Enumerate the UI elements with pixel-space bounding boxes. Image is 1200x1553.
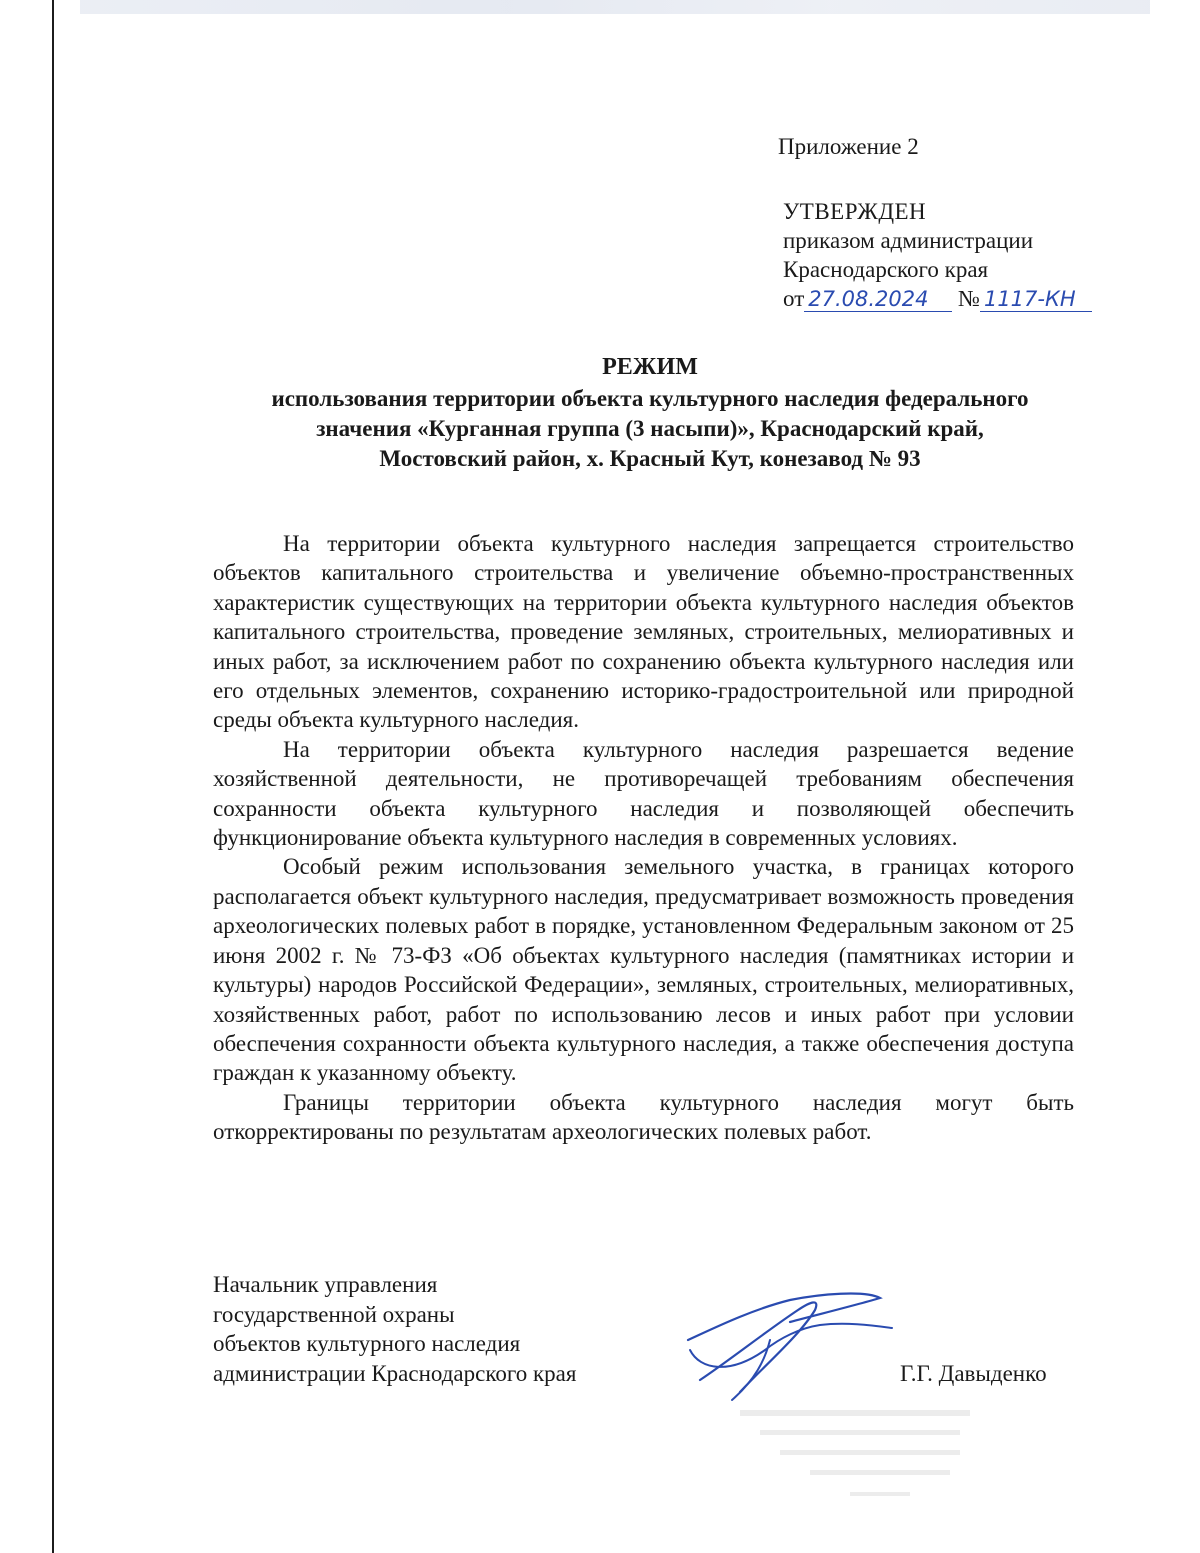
paragraph-1: На территории объекта культурного наследия запрещается строительство объектов капитального строительства и увеличение объемно-пространственных характеристик существующих на территории объекта культурного наследия объектов капитального строительства, проведение земляных, строительных, мелиоративных и иных работ, за исключением работ по сохранению объекта культурного наследия или его отдельных элементов, сохранению историко-градостроительной или природной среды объекта культурного наследия. [213, 531, 1074, 733]
position-line-4: администрации Краснодарского края [213, 1360, 577, 1386]
title-main: РЕЖИМ [602, 354, 698, 380]
appendix-label: Приложение 2 [778, 134, 919, 159]
scan-bleed-through [80, 0, 1150, 14]
paragraph-4: Границы территории объекта культурного наследия могут быть откорректированы по результатам археологических полевых работ. [213, 1089, 1074, 1145]
number-prefix: № [958, 286, 980, 311]
page-scan-edge [52, 0, 54, 1553]
position-line-3: объектов культурного наследия [213, 1331, 521, 1356]
approved-by-line-2: Краснодарского края [783, 257, 989, 282]
approved-by-line-1: приказом администрации [783, 228, 1034, 253]
document-title [200, 352, 1100, 474]
position-line-1: Начальник управления [213, 1272, 438, 1297]
paragraph-2: На территории объекта культурного наследия разрешается ведение хозяйственной деятельности, не противоречащей требованиям обеспечения сохранности объекта культурного наследия и позволяющей обеспечить функционирование объекта культурного наследия в современных условиях. [213, 736, 1074, 851]
faint-stamp-imprint [720, 1400, 1020, 1510]
title-line-2: значения «Курганная группа (3 насыпи)», Краснодарский край, [316, 416, 984, 441]
handwritten-date: 27.08.2024 [804, 287, 952, 312]
handwritten-signature [670, 1280, 900, 1410]
position-line-2: государственной охраны [213, 1301, 455, 1327]
signatory-name: Г.Г. Давыденко [900, 1361, 1047, 1386]
paragraph-3: Особый режим использования земельного участка, в границах которого располагается объект культурного наследия, предусматривает возможность проведения археологических полевых работ в порядке, установленном Федеральным законом от 25 июня 2002 г. № 73-ФЗ «Об объектах культурного наследия (памятниках истории и культуры) народов Российской Федерации», земляных, строительных, мелиоративных, хозяйственных работ, работ по использованию лесов и иных работ при условии обеспечения сохранности объекта культурного наследия, а также обеспечения доступа граждан к указанному объекту. [213, 854, 1074, 1086]
approval-block [783, 197, 1092, 313]
signatory-position [213, 1270, 576, 1388]
approved-label: УТВЕРЖДЕН [783, 199, 927, 224]
title-line-1: использования территории объекта культурного наследия федерального [271, 386, 1029, 411]
handwritten-number: 1117-КН [980, 287, 1092, 312]
document-body [213, 529, 1074, 1147]
order-date-number [783, 284, 1092, 313]
date-prefix: от [783, 286, 805, 311]
title-line-3: Мостовский район, х. Красный Кут, конезавод № 93 [379, 446, 921, 471]
